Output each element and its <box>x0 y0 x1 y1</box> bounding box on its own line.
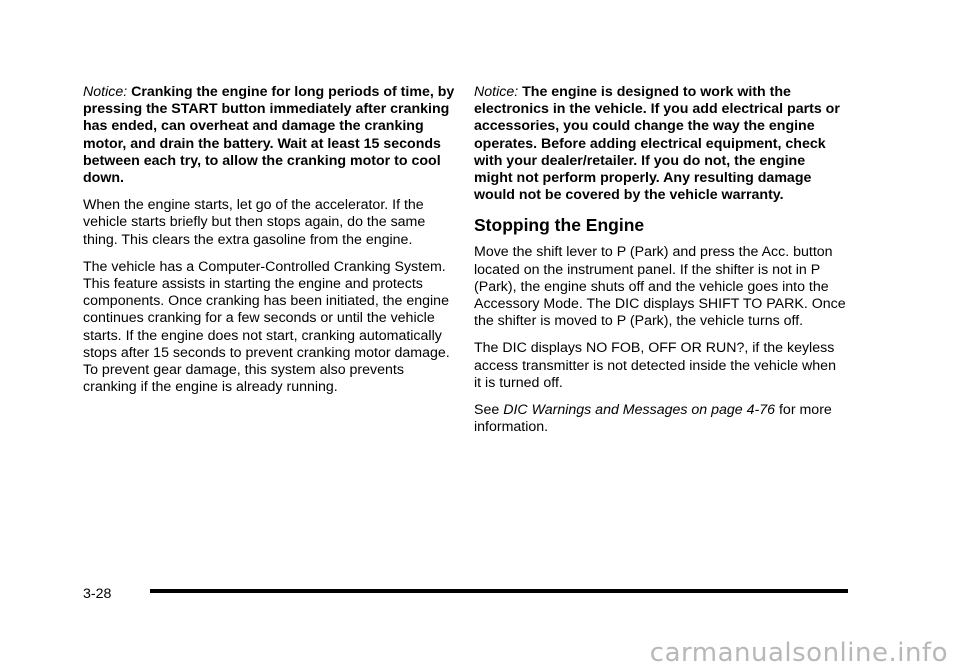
watermark: carmanualsonline.info <box>649 638 948 668</box>
see-also-suffix: for more information. <box>474 402 832 436</box>
footer-rule <box>150 589 848 593</box>
notice-label: Notice: <box>83 84 128 100</box>
notice-text: The engine is designed to work with the electronics in the vehicle. If you add electrical parts or accessories, you could change the way the engine operates. Before adding electrical equipment, check with your dealer/retailer. If you do not, the engine might not perform properly. Any resulting damage would not be covered by the vehicle warranty. <box>474 84 840 204</box>
see-also-prefix: See <box>474 402 500 419</box>
notice-label: Notice: <box>474 84 519 100</box>
paragraph-no-fob: The DIC displays NO FOB, OFF OR RUN?, if the keyless access transmitter is not detected inside the vehicle when it is turned off. <box>474 340 836 391</box>
notice-text: Cranking the engine for long periods of time, by pressing the START button immediately after cranking has ended, can overheat and damage the cranking motor, and drain the battery. Wait at least 15 seconds between each try, to allow the cranking motor to cool down. <box>83 84 455 187</box>
section-heading: Stopping the Engine <box>474 215 645 236</box>
notice-electronics <box>474 84 846 204</box>
left-column <box>83 84 455 406</box>
paragraph-stopping: Move the shift lever to P (Park) and press the Acc. button located on the instrument panel. If the shifter is not in P (Park), the engine shuts off and the vehicle goes into the Accessory Mode. The DIC displays SHIFT TO PARK. Once the shifter is moved to P (Park), the vehicle turns off. <box>474 244 846 330</box>
see-also <box>474 402 846 436</box>
paragraph-cranking-system: The vehicle has a Computer-Controlled Cranking System. This feature assists in starting the engine and protects components. Once cranking has been initiated, the engine continues cranking for a few seconds or until the vehicle starts. If the engine does not start, cranking automatically stops after 15 seconds to prevent cranking motor damage. To prevent gear damage, this system also prevents cranking if the engine is already running. <box>83 258 450 396</box>
notice-cranking <box>83 84 455 187</box>
paragraph-engine-starts: When the engine starts, let go of the accelerator. If the vehicle starts briefly but then stops again, do the same thing. This clears the extra gasoline from the engine. <box>83 197 426 248</box>
page-number: 3-28 <box>83 586 112 602</box>
cross-reference-link[interactable]: DIC Warnings and Messages on page 4-76 <box>503 402 776 419</box>
right-column <box>474 84 846 446</box>
